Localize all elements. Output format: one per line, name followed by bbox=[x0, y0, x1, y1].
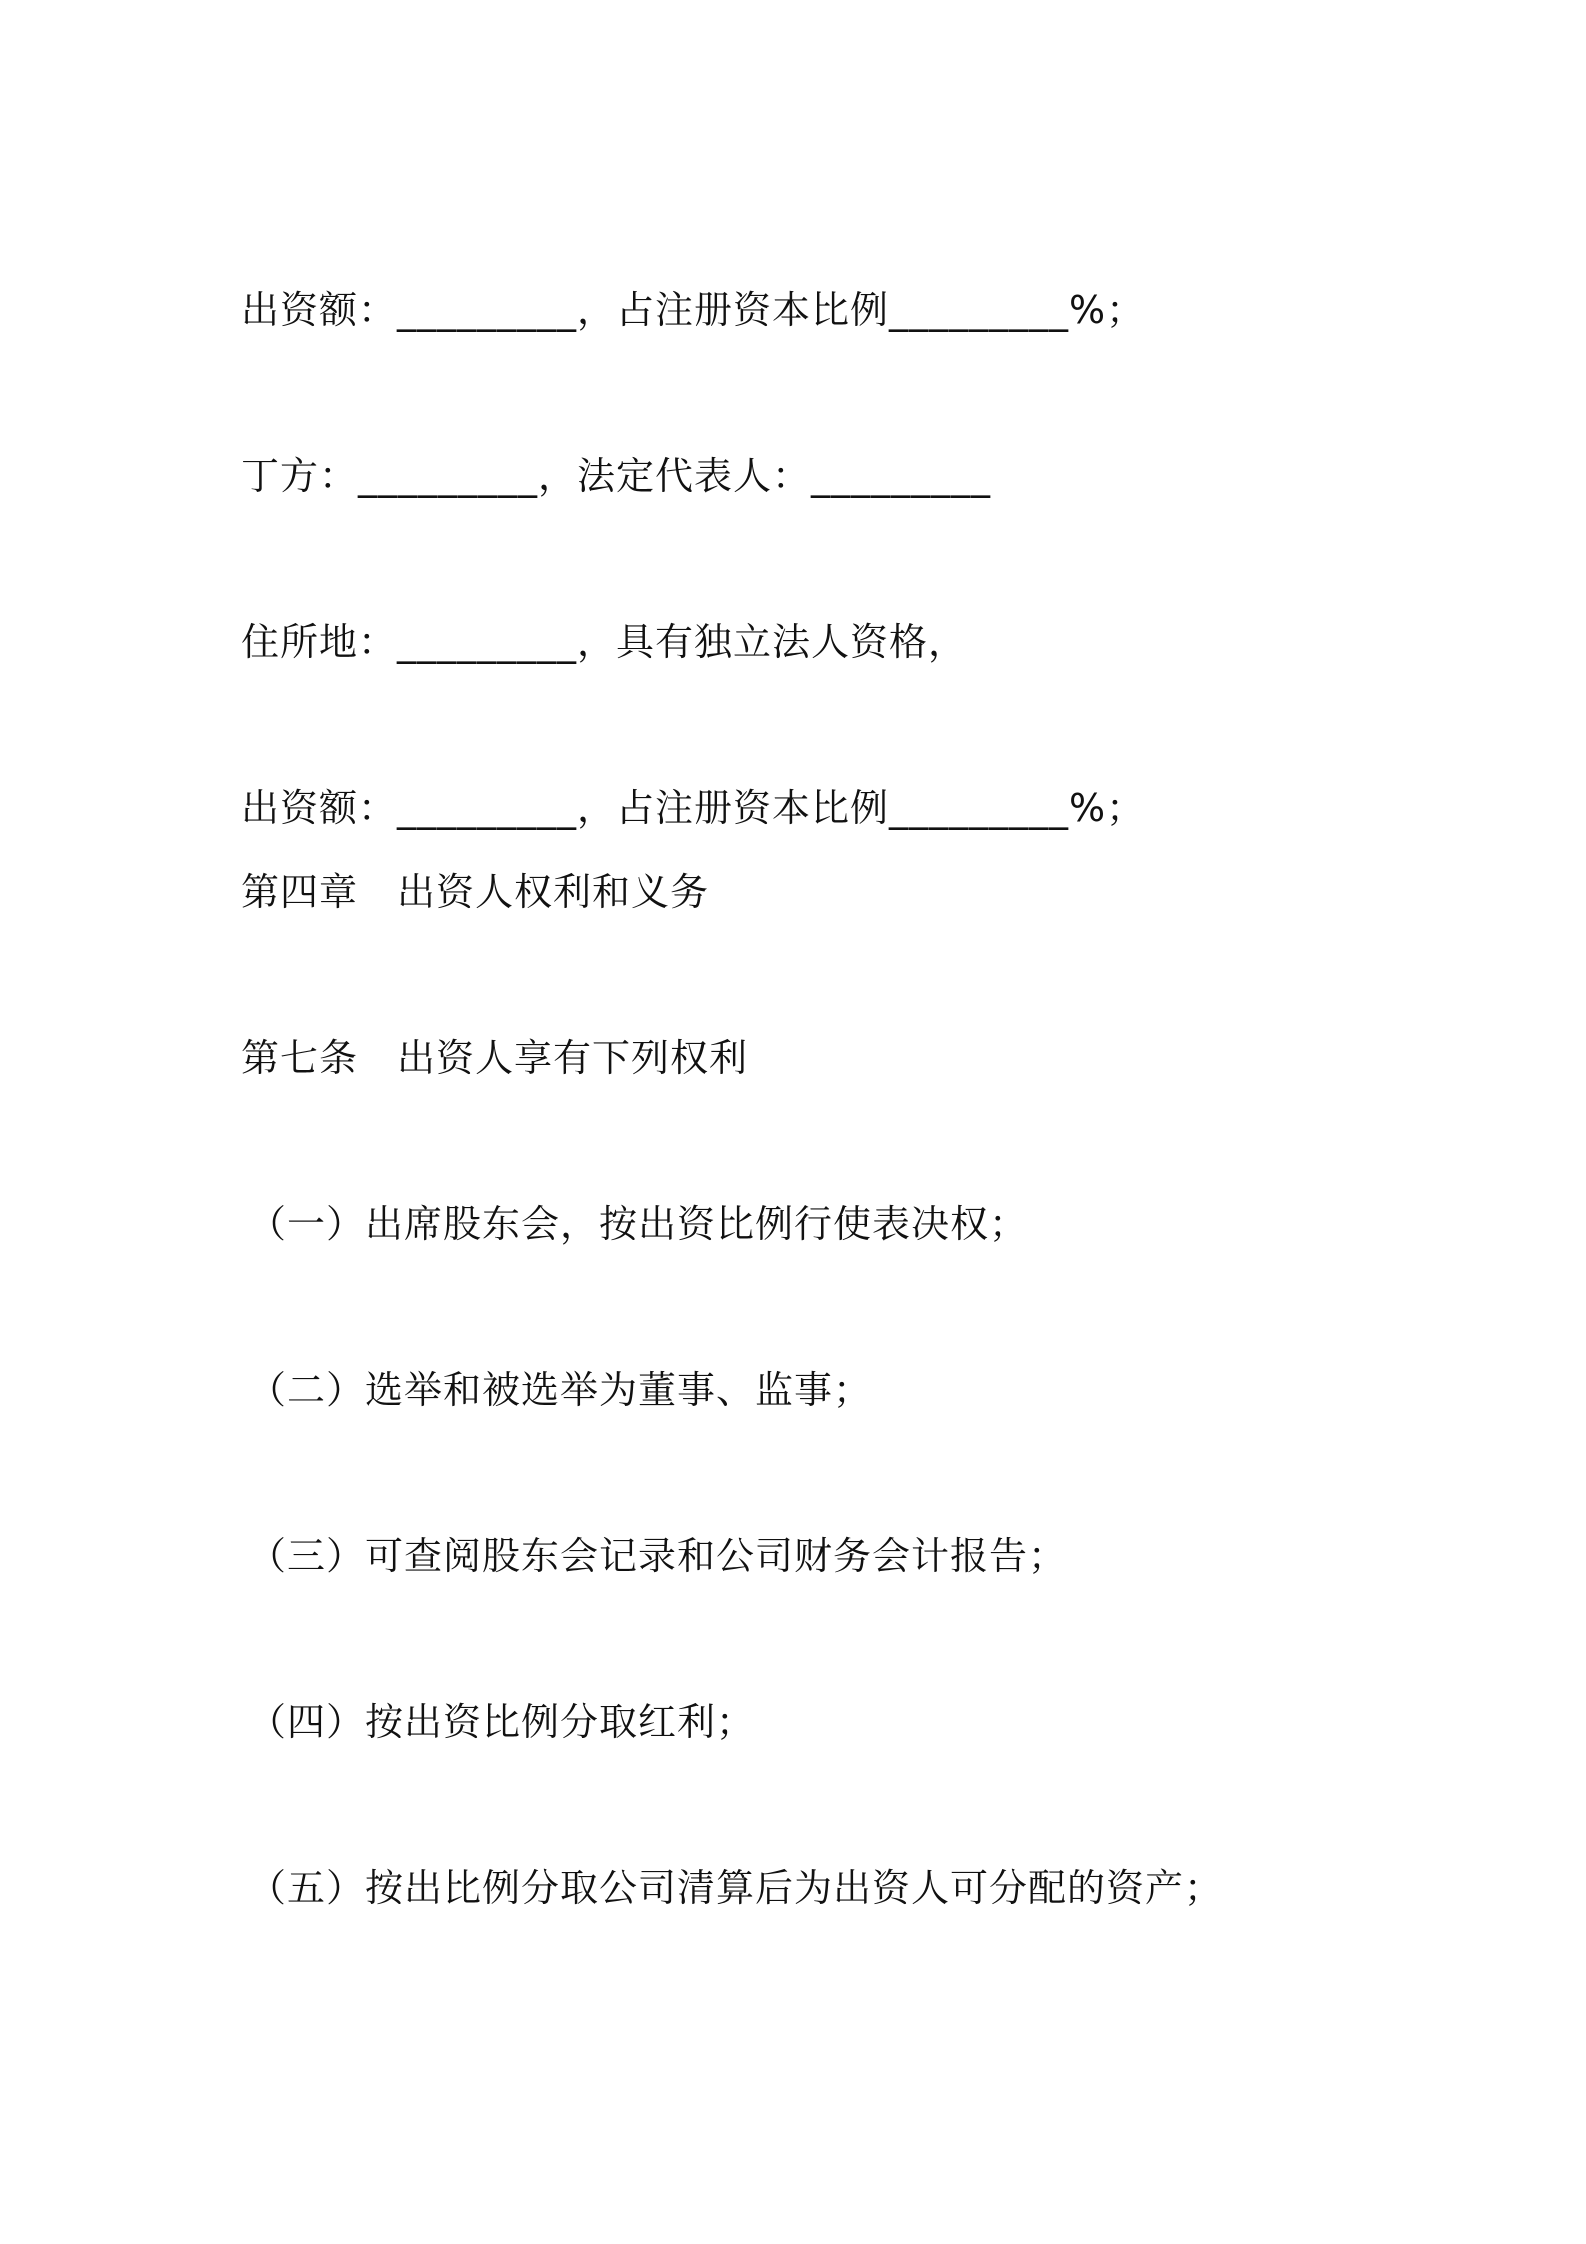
chapter-four-heading: 第四章 出资人权利和义务 bbox=[241, 870, 710, 914]
party-d-line: 丁方：_________，法定代表人：_________ bbox=[241, 454, 992, 498]
article-seven-heading: 第七条 出资人享有下列权利 bbox=[241, 1036, 749, 1080]
right-item-3: （三）可查阅股东会记录和公司财务会计报告； bbox=[248, 1534, 1068, 1578]
right-item-4: （四）按出资比例分取红利； bbox=[248, 1700, 756, 1744]
right-item-1: （一）出席股东会，按出资比例行使表决权； bbox=[248, 1202, 1029, 1246]
capital-contribution-line-c: 出资额：_________，占注册资本比例_________%； bbox=[241, 288, 1146, 332]
party-d-domicile-line: 住所地：_________，具有独立法人资格， bbox=[241, 620, 968, 664]
capital-contribution-line-d: 出资额：_________，占注册资本比例_________%； bbox=[241, 786, 1146, 830]
right-item-2: （二）选举和被选举为董事、监事； bbox=[248, 1368, 873, 1412]
right-item-5: （五）按出比例分取公司清算后为出资人可分配的资产； bbox=[248, 1866, 1224, 1910]
